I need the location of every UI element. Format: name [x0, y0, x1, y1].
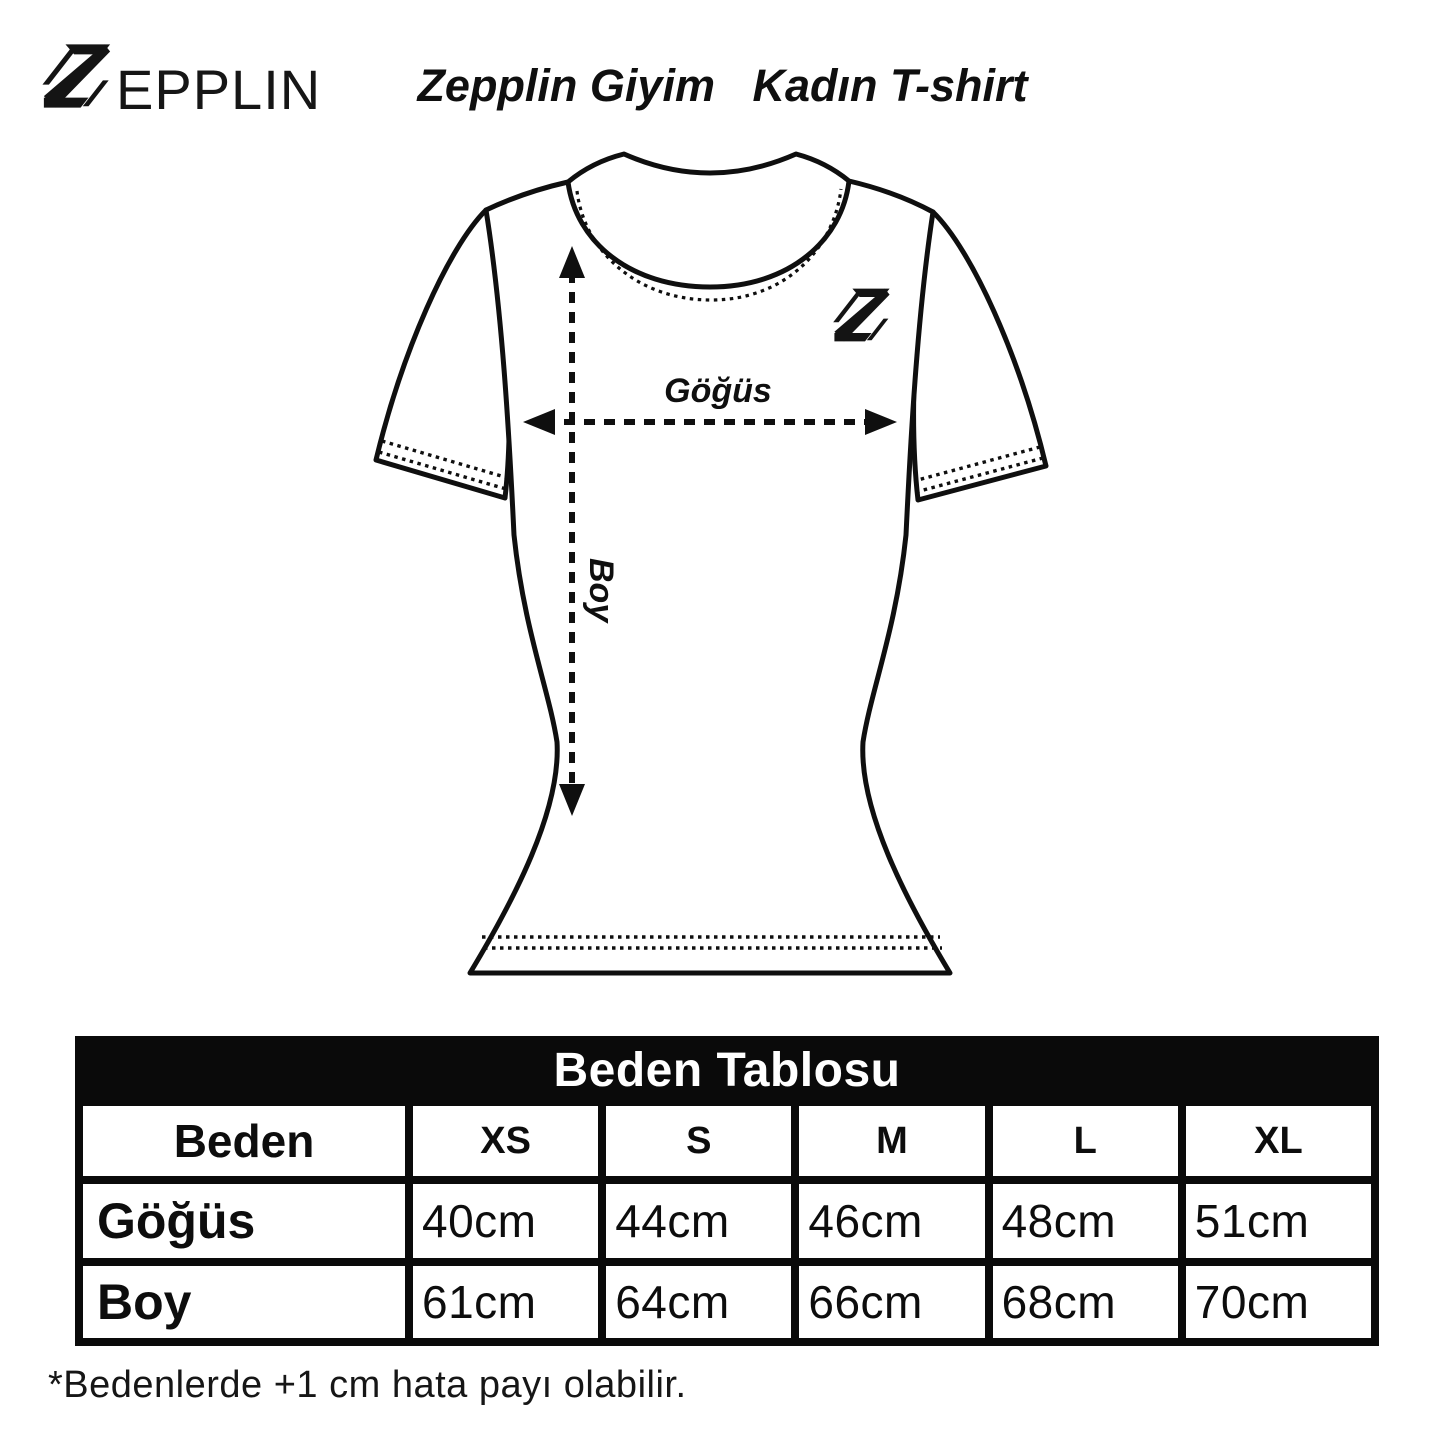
tshirt-measurement-diagram: [330, 130, 1120, 1020]
boy-xl-value: 70cm: [1186, 1266, 1371, 1338]
column-header-xs: XS: [413, 1106, 598, 1176]
size-tolerance-footnote: *Bedenlerde +1 cm hata payı olabilir.: [48, 1364, 687, 1406]
boy-xs-value: 61cm: [413, 1266, 598, 1338]
gogus-s-value: 44cm: [606, 1184, 791, 1258]
chest-measure-label: Göğüs: [664, 372, 772, 410]
column-header-l: L: [993, 1106, 1178, 1176]
boy-s-value: 64cm: [606, 1266, 791, 1338]
row-label-boy: Boy: [83, 1266, 405, 1338]
row-label-gogus: Göğüs: [83, 1184, 405, 1258]
boy-m-value: 66cm: [799, 1266, 984, 1338]
page-title: [0, 58, 1445, 122]
left-sleeve-outline: [376, 210, 509, 498]
gogus-xs-value: 40cm: [413, 1184, 598, 1258]
page-title-bold: Kadın T-shirt: [752, 60, 1028, 111]
length-measure-label: Boy: [582, 558, 620, 623]
size-table-grid: [83, 1106, 1371, 1338]
right-sleeve-outline: [914, 212, 1046, 500]
tshirt-body-outline: [470, 154, 950, 973]
boy-l-value: 68cm: [993, 1266, 1178, 1338]
brand-logo-text: EPPLIN: [116, 58, 322, 122]
gogus-l-value: 48cm: [993, 1184, 1178, 1258]
column-header-s: S: [606, 1106, 791, 1176]
gogus-xl-value: 51cm: [1186, 1184, 1371, 1258]
size-table-title: Beden Tablosu: [553, 1044, 901, 1097]
column-header-m: M: [799, 1106, 984, 1176]
column-header-beden: Beden: [83, 1106, 405, 1176]
gogus-m-value: 46cm: [799, 1184, 984, 1258]
size-table: [75, 1036, 1379, 1346]
page-title-regular: Zepplin Giyim: [417, 60, 715, 111]
column-header-xl: XL: [1186, 1106, 1371, 1176]
